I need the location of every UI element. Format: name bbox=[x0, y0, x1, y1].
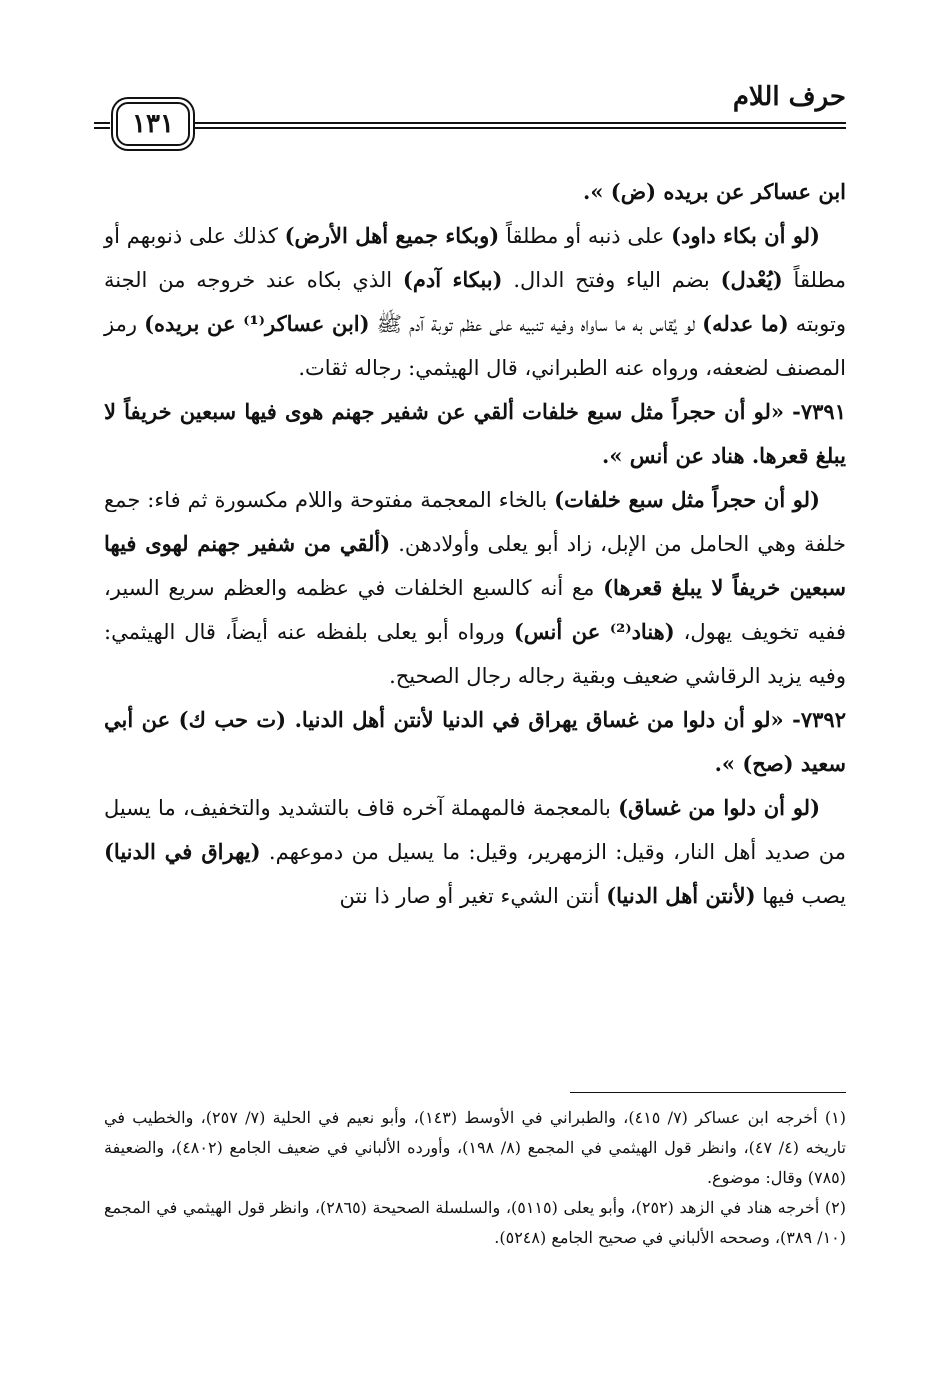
page-number: ١٣١ bbox=[116, 102, 190, 146]
header-rule-end bbox=[94, 122, 110, 129]
footnote-separator bbox=[570, 1092, 846, 1093]
hadith-7391: ٧٣٩١- «لو أن حجراً مثل سبع خلفات ألقي عن شفير جهنم هوى فيها سبعين خريفاً لا يبلغ قعرها. هناد عن أنس ». bbox=[104, 399, 846, 468]
text-run: لو يُقاس به ما ساواه وفيه تنبيه على عظم توبة آدم ﷺ bbox=[369, 312, 703, 336]
quoted-phrase: (يهراق في الدنيا) bbox=[104, 839, 261, 864]
text-run: بضم الياء وفتح الدال. bbox=[502, 268, 721, 292]
quoted-phrase: (وبكاء جميع أهل الأرض) bbox=[284, 223, 500, 248]
text-run: رمز المصنف لضعفه، ورواه عنه الطبراني، قال الهيثمي: رجاله ثقات. bbox=[104, 312, 846, 380]
quoted-phrase: (ما عدله) bbox=[702, 311, 789, 336]
text-run: على ذنبه أو مطلقاً bbox=[499, 224, 672, 248]
text-run: أنتن الشيء تغير أو صار ذا نتن bbox=[339, 884, 607, 908]
text-run: مع أنه كالسبع الخلفات في عظمه والعظم سريع السير، ففيه تخويف يهول، bbox=[104, 576, 846, 644]
footnote-1: (١) أخرجه ابن عساكر (٧/ ٤١٥)، والطبراني في الأوسط (١٤٣)، وأبو نعيم في الحلية (٧/ ٢٥٧)، والخطيب في تاريخه (٤/ ٤٧)، وانظر قول الهيثمي في المجمع (٨/ ١٩٨)، وأورده الألباني في ضعيف الجامع (٤٨٠٢)، والضعيفة (٧٨٥) وقال: موضوع. bbox=[104, 1108, 847, 1187]
quoted-phrase: (ببكاء آدم) bbox=[402, 267, 503, 292]
quoted-phrase: (ابن عساكر⁽¹⁾ عن بريده) bbox=[144, 311, 370, 336]
quoted-phrase: (لو أن حجراً مثل سبع خلفات) bbox=[554, 487, 820, 512]
footnote-2: (٢) أخرجه هناد في الزهد (٢٥٢)، وأبو يعلى (٥١١٥)، والسلسلة الصحيحة (٢٨٦٥)، وانظر قول الهيثمي في المجمع (١٠/ ٣٨٩)، وصححه الألباني في صحيح الجامع (٥٢٤٨). bbox=[104, 1198, 846, 1247]
text-run: ورواه أبو يعلى بلفظه عنه أيضاً، قال الهيثمي: وفيه يزيد الرقاشي ضعيف وبقية رجاله رجال الصحيح. bbox=[104, 620, 846, 688]
quoted-phrase: (ألقي من شفير جهنم لهوى فيها سبعين خريفاً لا يبلغ قعرها) bbox=[104, 531, 846, 600]
commentary-paragraph bbox=[104, 786, 846, 918]
text-run: الذي بكاه عند خروجه من الجنة وتوبته bbox=[104, 268, 847, 336]
text-run: ابن عساكر عن بريده (ض) ». bbox=[583, 179, 846, 204]
footnotes bbox=[104, 1092, 846, 1253]
main-text bbox=[104, 170, 846, 918]
running-title: حرف اللام bbox=[732, 82, 846, 112]
text-run: بالمعجمة فالمهملة آخره قاف بالتشديد والتخفيف، ما يسيل من صديد أهل النار، وقيل: الزمهرير، وقيل: ما يسيل من دموعهم. bbox=[104, 796, 846, 864]
hadith-7392: ٧٣٩٢- «لو أن دلوا من غساق يهراق في الدنيا لأنتن أهل الدنيا. (ت حب ك) عن أبي سعيد (صح) ». bbox=[104, 707, 846, 776]
quoted-phrase: (هناد⁽²⁾ عن أنس) bbox=[513, 619, 675, 644]
quoted-phrase: (يُعْدل) bbox=[720, 267, 783, 292]
quoted-phrase: (لو أن دلوا من غساق) bbox=[618, 795, 821, 820]
page-header bbox=[104, 78, 846, 148]
text-run: يصب فيها bbox=[755, 884, 846, 908]
commentary-paragraph bbox=[104, 478, 846, 698]
text-run: كذلك على ذنوبهم أو مطلقاً bbox=[104, 224, 846, 292]
text-run: بالخاء المعجمة مفتوحة واللام مكسورة ثم فاء: جمع خلفة وهي الحامل من الإبل، زاد أبو يعلى وأولادهن. bbox=[104, 488, 846, 556]
commentary-paragraph bbox=[104, 214, 846, 390]
quoted-phrase: (لو أن بكاء داود) bbox=[671, 223, 820, 248]
commentary-paragraph-continued bbox=[104, 170, 846, 214]
header-double-rule bbox=[194, 122, 846, 129]
quoted-phrase: (لأنتن أهل الدنيا) bbox=[606, 883, 756, 908]
